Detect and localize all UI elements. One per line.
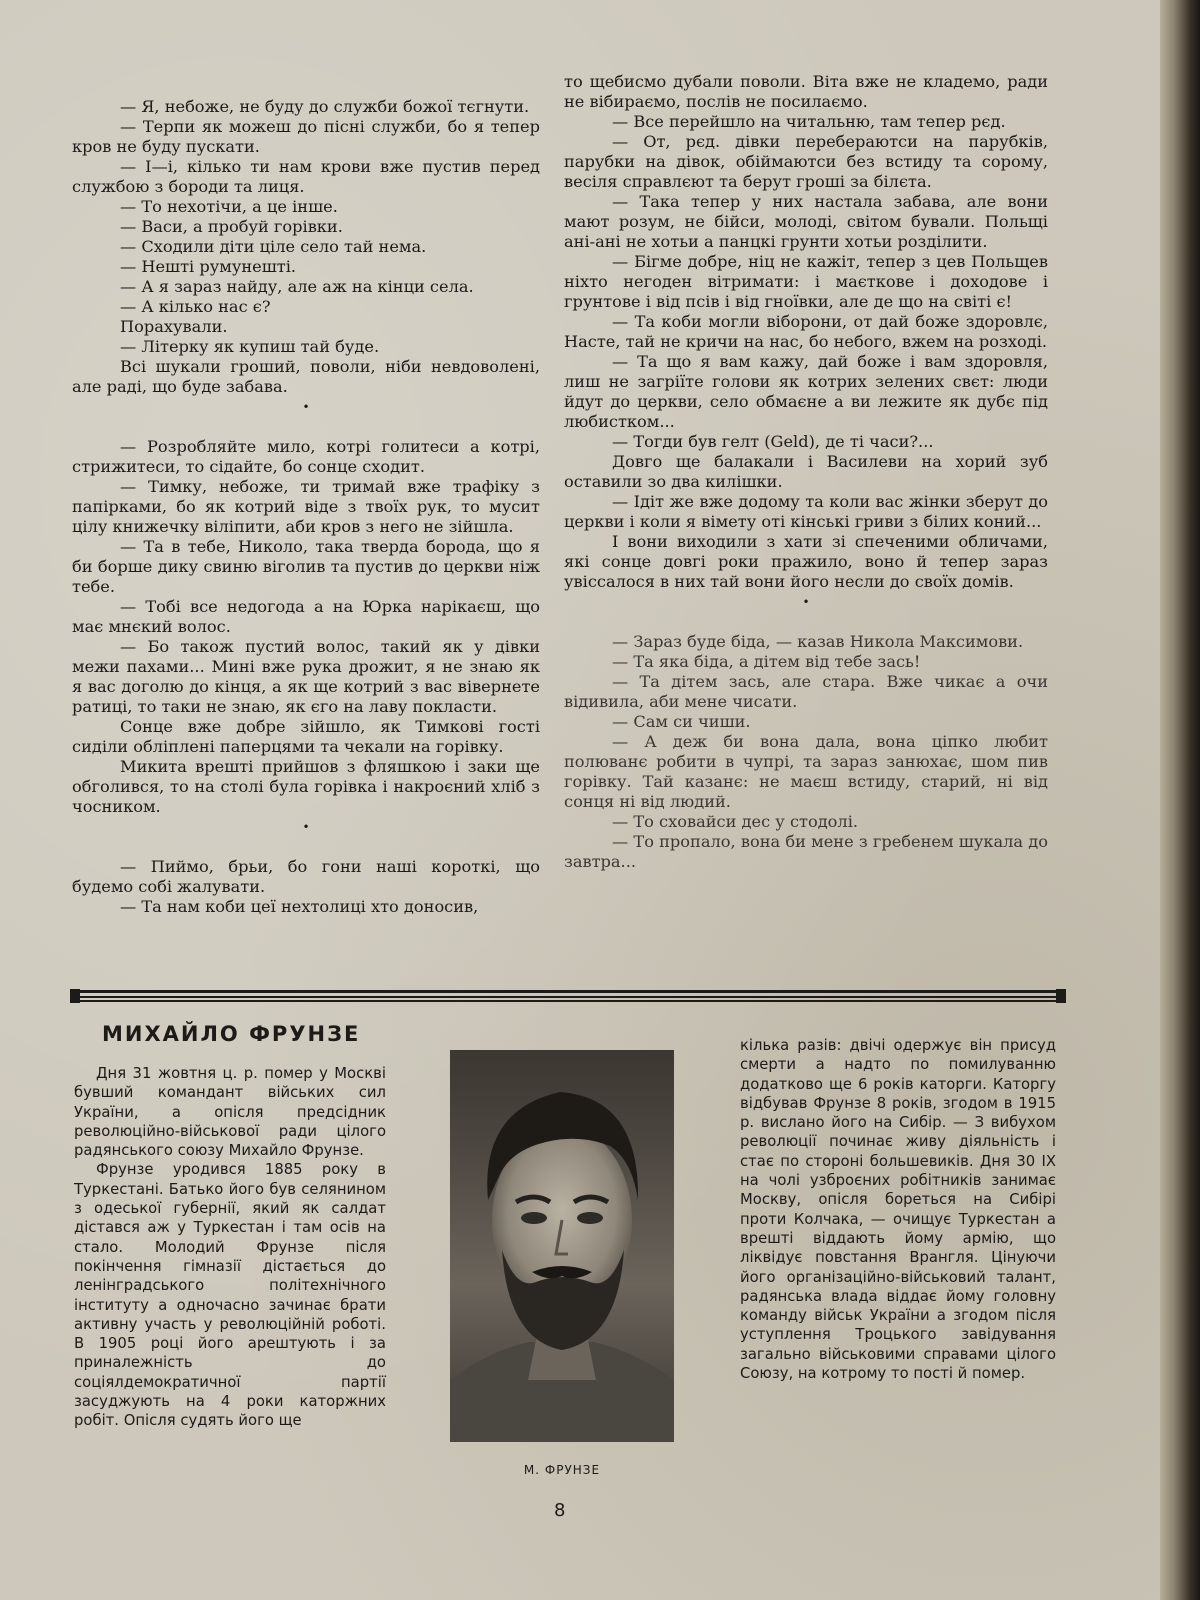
photo-caption: М. ФРУНЗЕ <box>523 1463 601 1477</box>
story-paragraph: — Та яка біда, а дітем від тебе зась! <box>612 652 921 671</box>
story-paragraph: — Нешті румунешті. <box>120 257 297 276</box>
story-paragraph: Довго ще балакали і Василеви на хорий зуб оставили зо два килішки. <box>564 452 1048 491</box>
section-gap <box>72 417 540 437</box>
section-separator-star: • <box>802 595 810 609</box>
story-paragraph: — Бо також пустий волос, такий як у дівки межи пахами... Мині вже рука дрожит, я не знаю як я вас доголю до кінця, а як ще котрий з вас вівернете ратиці, то таки не знаю, як єго на лаву покласти. <box>72 637 540 716</box>
story-paragraph: Всі шукали гроший, поволи, ніби невдоволені, але раді, що буде забава. <box>72 357 540 396</box>
section-separator-star: • <box>302 400 310 414</box>
story-paragraph: — Та коби могли віборони, от дай боже здоровлє, Насте, тай не кричи на нас, бо небого, вжем на розході. <box>564 312 1048 351</box>
book-spine-edge <box>1160 0 1200 1600</box>
story-paragraph: — Літерку як купиш тай буде. <box>120 337 380 356</box>
story-paragraph: — Ідіт же вже додому та коли вас жінки зберут до церкви і коли я вімету оті кінські гриви з білих коний... <box>564 492 1048 531</box>
article-paragraph: кілька разів: двічі одержує він присуд смерти а надто по помилуванню додатково ще 6 років каторги. Каторгу відбував Фрунзе 8 років, згодом в 1915 р. вислано його на Сибір. — З вибухом революції починає живу діяльність і стає по стороні большевиків. Дня 30 IX на чолі узброєних робітників занимає Москву, опісля бореться на Сибірі проти Колчака, — очищує Туркестан а врешті віддають йому армію, що ліквідує повстання Врангля. Цінуючи його організаційно-військовий талант, радянська влада віддає йому головну команду військ України а згодом після уступлення Троцького завідування загально військовими справами цілого Союзу, на котрому то пості й помер. <box>740 1037 1056 1383</box>
story-paragraph: — От, рєд. дівки перебераютси на парубків, парубки на дівок, обіймаютси без встиду та сорому, весіля справлєют та берут гроші за білєта. <box>564 132 1048 191</box>
story-paragraph: — Все перейшло на читальню, там тепер рєд. <box>612 112 1006 131</box>
page-number: 8 <box>554 1500 566 1521</box>
section-gap <box>564 612 1048 632</box>
story-paragraph: то щебисмо дубали поволи. Віта вже не кладемо, ради не вібираємо, послів не посилаємо. <box>564 72 1048 111</box>
story-paragraph: — Я, небоже, не буду до служби божої тєгнути. <box>120 97 530 116</box>
story-paragraph: — То сховайси дес у стодолі. <box>612 812 859 831</box>
story-paragraph: — А кілько нас є? <box>120 297 271 316</box>
article-column-right <box>740 1036 1056 1383</box>
article-column-left <box>74 1064 386 1431</box>
story-paragraph: — І—і, кілько ти нам крови вже пустив перед службою з бороди та лиця. <box>72 157 540 196</box>
story-paragraph: — Сходили діти ціле село тай нема. <box>120 237 427 256</box>
story-paragraph: Микита врешті прийшов з фляшкою і заки ще обголився, то на столі була горівка і накроєний хліб з чосником. <box>72 757 540 816</box>
story-paragraph: Порахували. <box>120 317 228 336</box>
story-column-left <box>72 97 540 917</box>
story-paragraph: — Тобі все недогода а на Юрка нарікаєш, що має мнєкий волос. <box>72 597 540 636</box>
story-paragraph: — Та дітем зась, але стара. Вже чикає а очи відивила, аби мене чисати. <box>564 672 1048 711</box>
story-paragraph: — То нехотічи, а це інше. <box>120 197 338 216</box>
story-paragraph: — Пиймо, брьи, бо гони наші короткі, що будемо собі жалувати. <box>72 857 540 896</box>
story-paragraph: — Та в тебе, Николо, така тверда борода, що я би борше дику свиню віголив та пустив до церкви ніж тебе. <box>72 537 540 596</box>
story-paragraph: — Така тепер у них настала забава, але вони мают розум, не бійси, молоді, світом бували. Польщі ані-ані не хотьи а панцкі грунти хотьи розділити. <box>564 192 1048 251</box>
section-gap <box>72 837 540 857</box>
story-paragraph: — Розробляйте мило, котрі голитеси а котрі, стрижитеси, то сідайте, бо сонце сходит. <box>72 437 540 476</box>
story-paragraph: Сонце вже добре зійшло, як Тимкові гості сиділи обліплені паперцями та чекали на горівку. <box>72 717 540 756</box>
portrait-photo <box>450 1050 674 1442</box>
story-paragraph: — Та що я вам кажу, дай боже і вам здоровля, лиш не загріїте голови як котрих зелених свєт: люди йдут до церкви, село обмаєне а ви лежите як дубє під любистком... <box>564 352 1048 431</box>
story-paragraph: — Тогди був гелт (Geld), де ті часи?... <box>612 432 934 451</box>
story-paragraph: — Зараз буде біда, — казав Никола Максимови. <box>612 632 1024 651</box>
portrait-illustration <box>450 1050 674 1442</box>
story-paragraph: — Та нам коби цеї нехтолиці хто доносив, <box>120 897 479 916</box>
section-separator-star: • <box>302 820 310 834</box>
story-paragraph: — Бігме добре, ніц не кажіт, тепер з цев Польщев ніхто негоден вітримати: і маєткове і доходове і грунтове і від псів і від гноївки, але де що на світі є! <box>564 252 1048 311</box>
article-paragraph: Дня 31 жовтня ц. р. помер у Москві бувший командант війських сил України, а опісля предсідник революційно-військової ради цілого радянського союзу Михайло Фрунзе. <box>74 1065 386 1160</box>
story-paragraph: — А я зараз найду, але аж на кінци села. <box>120 277 474 296</box>
article-heading: МИХАЙЛО ФРУНЗЕ <box>102 1022 361 1046</box>
section-divider-rule <box>72 990 1064 1004</box>
story-paragraph: — Сам си чиши. <box>612 712 751 731</box>
article-paragraph: Фрунзе уродився 1885 року в Туркестані. Батько його був селянином з одеської губернії, який як салдат дістався аж у Туркестан і там осів на стало. Молодий Фрунзе після покінчення гімназії дістається до ленінградського політехнічного інституту а одночасно зачинає брати активну участь у революційній роботі. В 1905 році його арештують і за приналежність до соціялдемократичної партії засуджують на 4 роки каторжних робіт. Опісля судять його ще <box>74 1161 386 1430</box>
story-paragraph: — То пропало, вона би мене з гребенем шукала до завтра... <box>564 832 1048 871</box>
story-column-right <box>564 72 1048 872</box>
story-paragraph: — Терпи як можеш до пісні служби, бо я тепер кров не буду пускати. <box>72 117 540 156</box>
story-paragraph: — Васи, а пробуй горівки. <box>120 217 343 236</box>
story-paragraph: — Тимку, небоже, ти тримай вже трафіку з папірками, бо як котрий віде з твоїх рук, то мусит цілу книжечку віліпити, аби кров з него не зійшла. <box>72 477 540 536</box>
story-paragraph: І вони виходили з хати зі спеченими обличами, які сонце довгі роки пражило, воно й тепер зараз увіссалося в них тай вони його несли до своїх домів. <box>564 532 1048 591</box>
story-paragraph: — А деж би вона дала, вона ціпко любит полюванє робити в чупрі, та зараз занюхає, шом пив горівку. Тай казанє: не маєш встиду, старий, ні від сонця ні від людий. <box>564 732 1048 811</box>
